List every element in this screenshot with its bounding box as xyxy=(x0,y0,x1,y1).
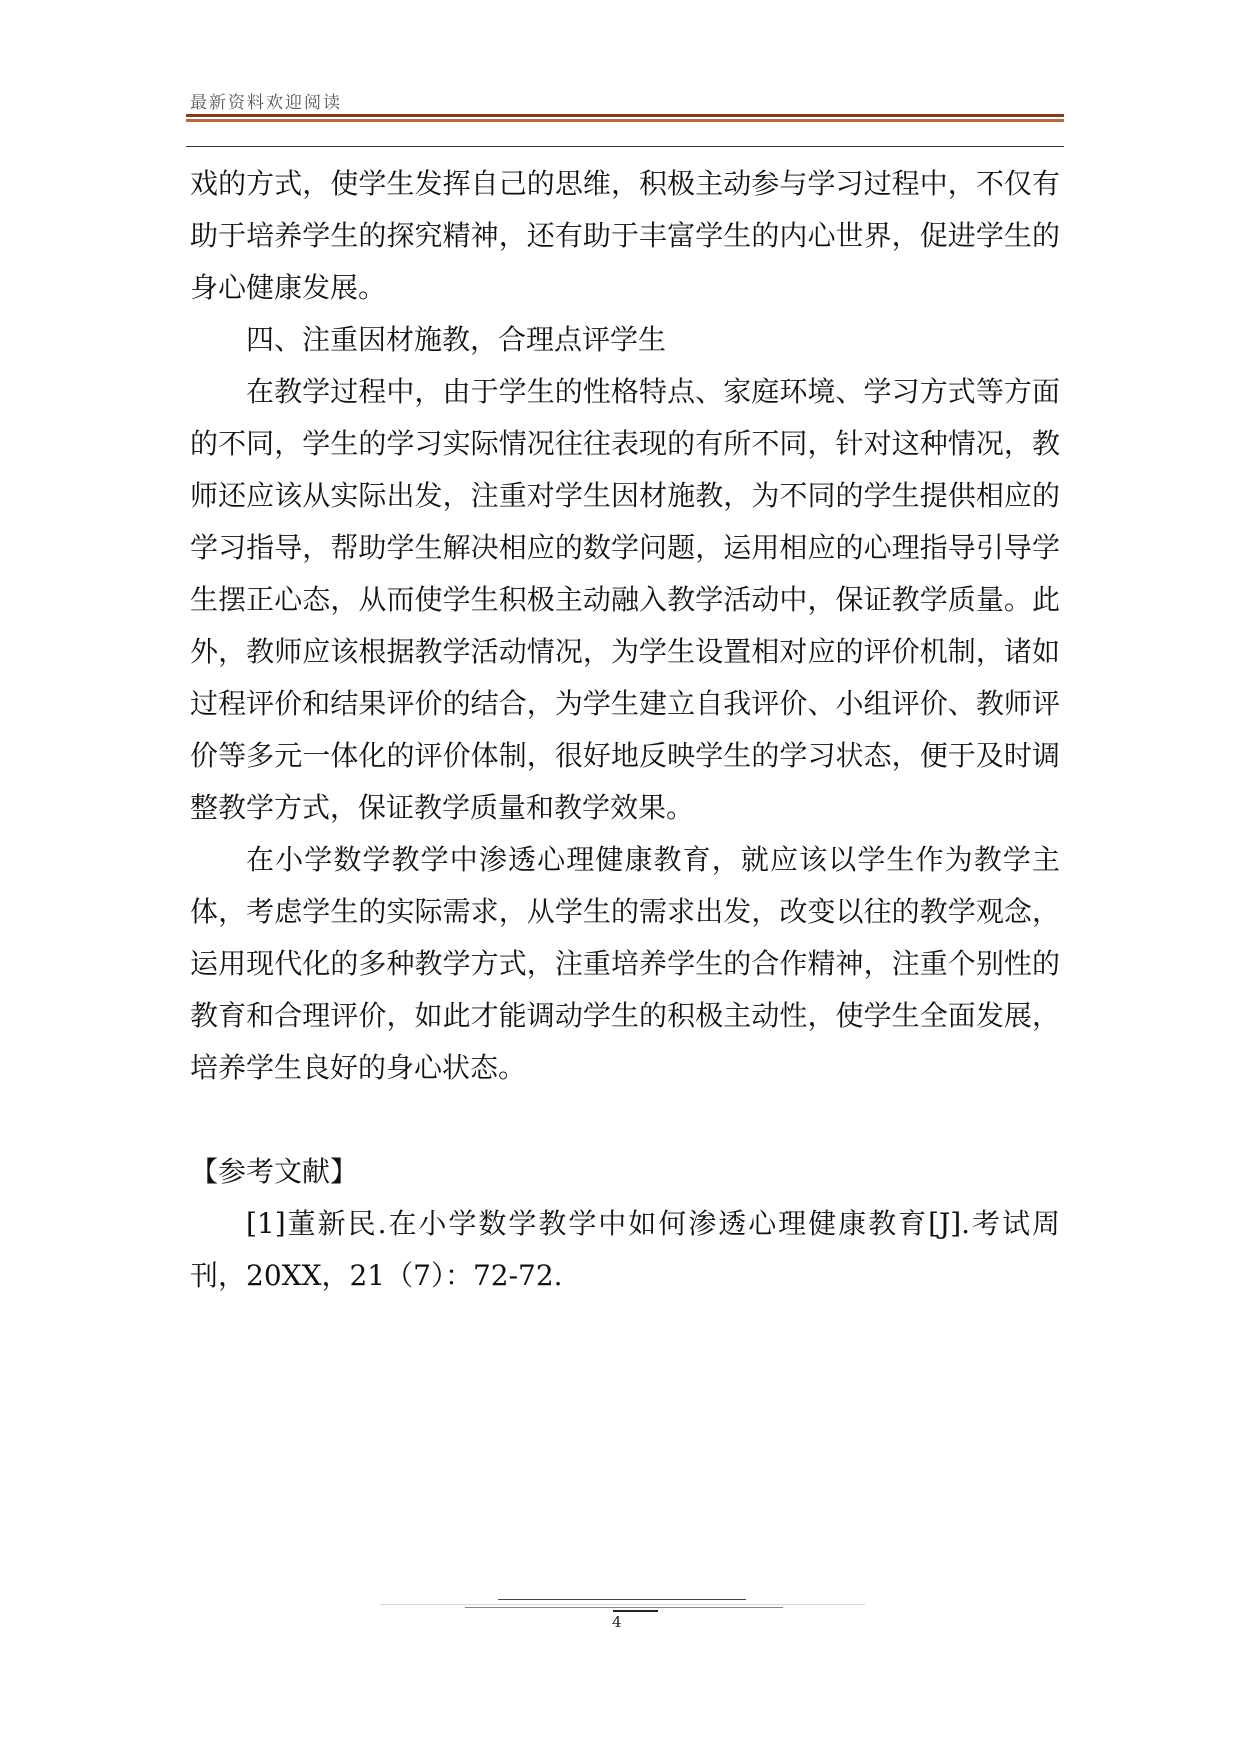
footer-line xyxy=(380,1604,865,1605)
header-rule-dark xyxy=(186,114,1064,117)
document-body xyxy=(190,158,1060,1302)
spacer xyxy=(190,1094,1060,1146)
paragraph: 在教学过程中，由于学生的性格特点、家庭环境、学习方式等方面的不同，学生的学习实际情况往往表现的有所不同，针对这种情况，教师还应该从实际出发，注重对学生因材施教，为不同的学生提供相应的学习指导，帮助学生解决相应的数学问题，运用相应的心理指导引导学生摆正心态，从而使学生积极主动融入教学活动中，保证教学质量。此外，教师应该根据教学活动情况，为学生设置相对应的评价机制，诸如过程评价和结果评价的结合，为学生建立自我评价、小组评价、教师评价等多元一体化的评价体制，很好地反映学生的学习状态，便于及时调整教学方式，保证教学质量和教学效果。 xyxy=(190,375,1060,824)
paragraph-continuation: 戏的方式，使学生发挥自己的思维，积极主动参与学习过程中，不仅有助于培养学生的探究精神，还有助于丰富学生的内心世界，促进学生的身心健康发展。 xyxy=(190,167,1060,304)
footer-line xyxy=(465,1607,783,1608)
reference-item: [1]董新民.在小学数学教学中如何渗透心理健康教育[J].考试周刊，20XX，21（7）：72-72. xyxy=(190,1207,1060,1292)
footer-decoration xyxy=(380,1596,865,1616)
references-heading: 【参考文献】 xyxy=(190,1155,359,1188)
header-rule-light xyxy=(186,119,1064,122)
footer-line xyxy=(498,1599,746,1600)
section-heading-4: 四、注重因材施教，合理点评学生 xyxy=(246,323,667,356)
footer-line xyxy=(613,1610,658,1612)
page-number: 4 xyxy=(612,1613,622,1631)
header-title: 最新资料欢迎阅读 xyxy=(190,93,342,113)
paragraph: 在小学数学教学中渗透心理健康教育，就应该以学生作为教学主体，考虑学生的实际需求，从学生的需求出发，改变以往的教学观念，运用现代化的多种教学方式，注重培养学生的合作精神，注重个别性的教育和合理评价，如此才能调动学生的积极主动性，使学生全面发展，培养学生良好的身心状态。 xyxy=(190,843,1060,1084)
header-rule-thin xyxy=(186,146,1064,147)
